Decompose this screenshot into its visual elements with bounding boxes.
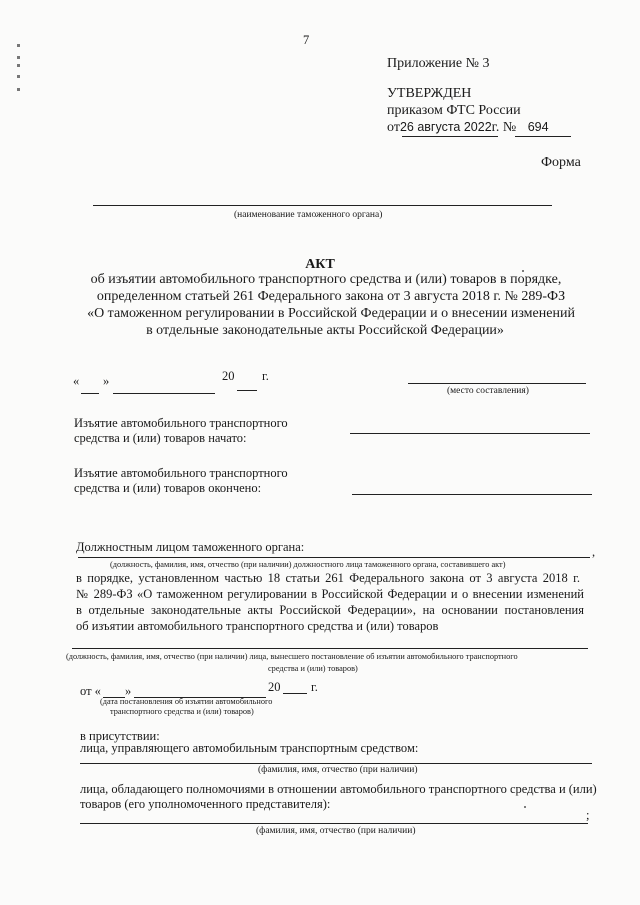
- place-line: [408, 383, 586, 384]
- page-number: 7: [303, 33, 310, 47]
- form-label: Форма: [541, 155, 581, 170]
- seizure-ended-line1: Изъятие автомобильного транспортного: [74, 466, 288, 480]
- issuer-caption-line1: (должность, фамилия, имя, отчество (при наличии) лица, вынесшего постановление об изъятии автомобильного транспортного: [66, 652, 518, 661]
- decision-g: г.: [311, 680, 318, 694]
- approved-label: УТВЕРЖДЕН: [387, 86, 472, 101]
- decision-year-underline: [283, 693, 307, 694]
- scan-mark: [17, 56, 20, 59]
- scan-mark: [17, 88, 20, 91]
- customs-body-line: [93, 205, 552, 206]
- official-label: Должностным лицом таможенного органа:: [76, 540, 305, 554]
- decision-date-close: »: [125, 684, 132, 698]
- seizure-ended-line2: средства и (или) товаров окончено:: [74, 481, 262, 495]
- seizure-started-line2: средства и (или) товаров начато:: [74, 431, 247, 445]
- seizure-ended-field: [352, 494, 592, 495]
- official-caption: (должность, фамилия, имя, отчество (при наличии) должностного лица таможенного органа, составившего акт): [110, 560, 506, 569]
- approval-order: приказом ФТС России: [387, 103, 521, 118]
- act-title-line4: в отдельные законодательные акты Российской Федерации»: [146, 323, 504, 338]
- decision-date-from: от «: [80, 684, 101, 698]
- act-heading: АКТ: [305, 257, 335, 272]
- scan-mark: [17, 75, 20, 78]
- body-line4: об изъятии автомобильного транспортного средства и (или) товаров: [76, 619, 439, 633]
- driver-field: [80, 763, 592, 764]
- place-caption: (место составления): [447, 386, 529, 396]
- decision-caption-line2: транспортного средства и (или) товаров): [110, 707, 254, 716]
- appendix-label: Приложение № 3: [387, 56, 490, 71]
- approval-number-prefix: №: [502, 120, 517, 135]
- scan-mark: [17, 44, 20, 47]
- decision-caption-line1: (дата постановления об изъятии автомобильного: [100, 697, 273, 706]
- date-quote-open: «: [73, 374, 80, 388]
- date-g: г.: [262, 369, 269, 383]
- approval-date-underline: [402, 136, 498, 137]
- body-line2: № 289-ФЗ «О таможенном регулировании в Российской Федерации и о внесении изменений: [76, 587, 584, 601]
- scan-speck: [524, 806, 526, 808]
- body-line1: в порядке, установленном частью 18 статьи 261 Федерального закона от 3 августа 2018 г.: [76, 571, 580, 585]
- driver-caption: (фамилия, имя, отчество (при наличии): [258, 765, 418, 775]
- approval-number-underline: [515, 136, 571, 137]
- authorized-line1: лица, обладающего полномочиями в отношении автомобильного транспортного средства и (или): [80, 782, 597, 796]
- act-title-line2: определенном статьей 261 Федерального закона от 3 августа 2018 г. № 289-ФЗ: [96, 289, 566, 304]
- presence-label: в присутствии:: [80, 729, 160, 743]
- issuer-caption-line2: средства и (или) товаров): [268, 664, 358, 673]
- authorized-field: [80, 823, 588, 824]
- decision-year-prefix: 20: [268, 680, 281, 694]
- month-underline: [113, 393, 215, 394]
- official-field: [78, 557, 590, 558]
- issuer-field: [72, 648, 588, 649]
- day-underline: [81, 393, 99, 394]
- date-year-prefix: 20: [222, 369, 235, 383]
- approval-date-row: [387, 120, 549, 136]
- authorized-semicolon: ;: [586, 808, 590, 822]
- authorized-caption: (фамилия, имя, отчество (при наличии): [256, 826, 416, 836]
- act-title-line3: «О таможенном регулировании в Российской Федерации и о внесении изменений: [87, 306, 575, 321]
- scan-mark: [17, 64, 20, 67]
- approval-g: г.: [491, 120, 500, 135]
- year-underline: [237, 390, 257, 391]
- date-quote-close: »: [103, 374, 110, 388]
- authorized-line2: товаров (его уполномоченного представителя):: [80, 797, 331, 811]
- official-comma: ,: [592, 545, 596, 559]
- seizure-started-line1: Изъятие автомобильного транспортного: [74, 416, 288, 430]
- act-title-line1: об изъятии автомобильного транспортного средства и (или) товаров в порядке,: [90, 272, 562, 287]
- seizure-started-field: [350, 433, 590, 434]
- approval-date-prefix: от: [387, 120, 400, 135]
- driver-label: лица, управляющего автомобильным транспортным средством:: [80, 741, 419, 755]
- approval-date: 26 августа 2022: [399, 120, 492, 134]
- customs-body-caption: (наименование таможенного органа): [234, 210, 383, 220]
- body-line3: в отдельные законодательные акты Российской Федерации», на основании постановления: [76, 603, 584, 617]
- approval-number: 694: [527, 120, 549, 134]
